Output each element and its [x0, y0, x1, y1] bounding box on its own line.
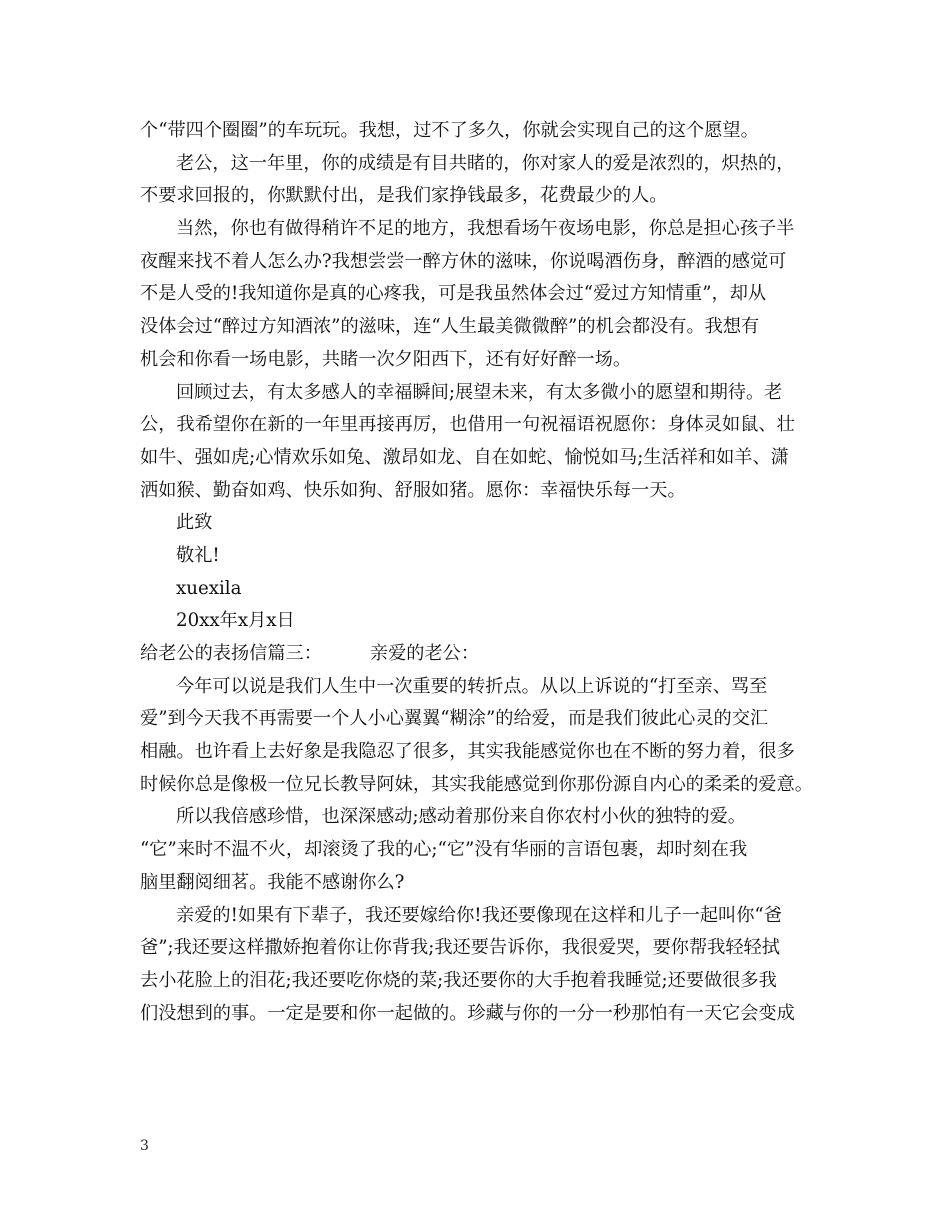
page-number: 3: [140, 1138, 149, 1154]
date-line: 20xx年x月x日: [176, 610, 295, 632]
section-title: 给老公的表扬信篇三：: [140, 643, 322, 664]
closing-regards: 敬礼!: [176, 544, 220, 566]
text-line: 洒如猴、勤奋如鸡、快乐如狗、舒服如猪。愿你：幸福快乐每一天。: [140, 479, 686, 501]
paragraph-start-line: 所以我倍感珍惜，也深深感动;感动着那份来自你农村小伙的独特的爱。: [176, 806, 746, 828]
text-line: 夜醒来找不着人怎么办?我想尝尝一醉方休的滋味，你说喝酒伤身，醉酒的感觉可: [140, 250, 787, 272]
paragraph-start-line: 回顾过去，有太多感人的幸福瞬间;展望未来，有太多微小的愿望和期待。老: [176, 381, 783, 403]
paragraph-start-line: 今年可以说是我们人生中一次重要的转折点。从以上诉说的“打至亲、骂至: [176, 675, 768, 697]
text-line: 机会和你看一场电影，共睹一次夕阳西下，还有好好醉一场。: [140, 348, 632, 370]
paragraph-start-line: 当然，你也有做得稍许不足的地方，我想看场午夜场电影，你总是担心孩子半: [176, 218, 795, 240]
closing-line: 此致: [176, 512, 213, 534]
paragraph-start-line: 老公，这一年里，你的成绩是有目共睹的，你对家人的爱是浓烈的，炽热的，: [176, 152, 795, 174]
text-line: 时候你总是像极一位兄长教导阿妹，其实我能感觉到你那份源自内心的柔柔的爱意。: [140, 773, 813, 795]
salutation: 亲爱的老公：: [369, 643, 480, 664]
text-line: 爱”到今天我不再需要一个人小心翼翼“糊涂”的给爱，而是我们彼此心灵的交汇: [140, 708, 769, 730]
text-line: 去小花脸上的泪花;我还要吃你烧的菜;我还要你的大手抱着我睡觉;还要做很多我: [140, 969, 777, 991]
text-line: 们没想到的事。一定是要和你一起做的。珍藏与你的一分一秒那怕有一天它会变成: [140, 1002, 795, 1024]
text-line: 爸”;我还要这样撒娇抱着你让你背我;我还要告诉你，我很爱哭，要你帮我轻轻拭: [140, 937, 780, 959]
text-line: 如牛、强如虎;心情欢乐如兔、激昂如龙、自在如蛇、愉悦如马;生活祥和如羊、潇: [140, 446, 789, 468]
section-heading: [140, 638, 820, 671]
text-line: 脑里翻阅细茗。我能不感谢你么?: [140, 871, 405, 893]
text-line: 没体会过“醉过方知酒浓”的滋味，连“人生最美微微醉”的机会都没有。我想有: [140, 316, 760, 338]
paragraph-start-line: 亲爱的!如果有下辈子，我还要嫁给你!我还要像现在这样和儿子一起叫你“爸: [176, 904, 782, 926]
signature: xuexila: [176, 577, 242, 599]
text-line: 公，我希望你在新的一年里再接再厉，也借用一句祝福语祝愿你：身体灵如鼠、壮: [140, 414, 795, 436]
text-line: 个“带四个圈圈”的车玩玩。我想，过不了多久，你就会实现自己的这个愿望。: [140, 120, 759, 141]
text-line: 不是人受的!我知道你是真的心疼我，可是我虽然体会过“爱过方知情重”，却从: [140, 283, 767, 305]
text-line: “它”来时不温不火，却滚烫了我的心;“它”没有华丽的言语包裹，却时刻在我: [140, 839, 748, 861]
text-line: 相融。也许看上去好象是我隐忍了很多，其实我能感觉你也在不断的努力着，很多: [140, 741, 795, 763]
letter-body: [140, 115, 820, 1030]
text-line: 不要求回报的，你默默付出，是我们家挣钱最多，花费最少的人。: [140, 185, 668, 207]
